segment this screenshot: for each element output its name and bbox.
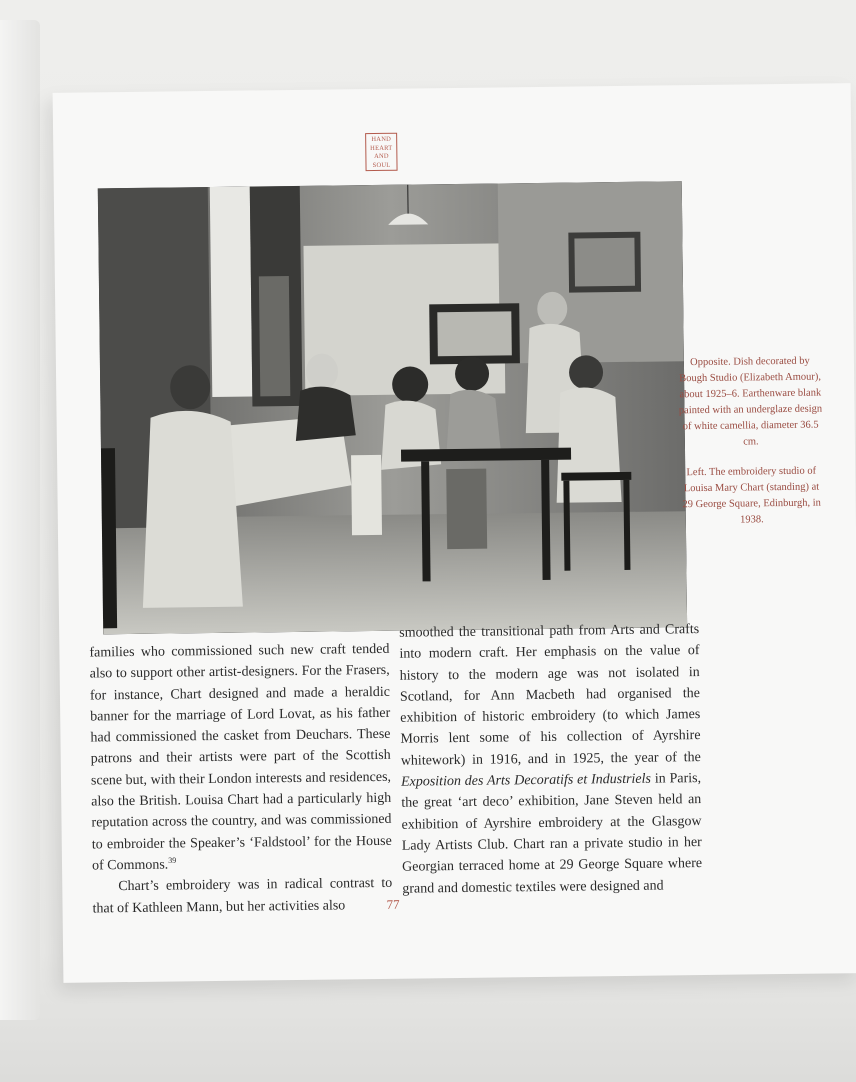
paragraph-text: smoothed the transitional path from Arts and Crafts into modern craft. Her emphasis on the value of history to the modern age was not isolated in Scotland, for Ann Macbeth had organised the exhibition of historic embroidery (to which James Morris lent some of his collection of Ayrshire whitework) in 1916, and in 1925, the year of the: [399, 622, 701, 769]
emblem-line: HEART: [370, 144, 393, 152]
text-column-right: [399, 619, 702, 900]
paragraph-text: in Paris, the great ‘art deco’ exhibition, Jane Steven held an exhibition of Ayrshire embroidery at the Glasgow Lady Artists Club. Chart ran a private studio in her Georgian terraced home at 29 George Square where grand and domestic textiles were designed and: [401, 771, 703, 897]
paragraph: [89, 639, 392, 877]
caption-left: Left. The embroidery studio of Louisa Mary Chart (standing) at 29 George Square, Edinburgh, in 1938.: [682, 465, 821, 526]
paragraph: [399, 619, 702, 900]
book-page: [53, 83, 856, 983]
paragraph-text: families who commissioned such new craft tended also to support other artist-designers. For the Frasers, for instance, Chart designed and made a heraldic banner for the marriage of Lord Lovat, as his father had commissioned the casket from Deuchars. These patrons and their artists were part of the Scottish scene but, with their London interests and residences, also the British. Louisa Chart had a particularly high reputation across the country, and was commissioned to embroider the Speaker’s ‘Faldstool’ for the House of Commons.: [89, 641, 392, 874]
emblem-line: SOUL: [372, 161, 391, 169]
paragraph: Chart’s embroidery was in radical contrast to that of Kathleen Mann, but her activities also: [92, 876, 393, 917]
emblem-logo: [365, 133, 397, 171]
photo-caption: [676, 354, 826, 544]
previous-page-edge: [0, 20, 40, 1020]
embroidery-studio-photo: [98, 181, 687, 634]
exhibition-title: Exposition des Arts Decoratifs et Industriels: [400, 771, 652, 790]
emblem-line: HAND: [371, 135, 392, 144]
page-number: 77: [386, 896, 400, 912]
emblem-line: AND: [374, 152, 389, 160]
caption-opposite: Opposite. Dish decorated by Bough Studio (Elizabeth Amour), about 1925–6. Earthenware blank painted with an underglaze design of white camellia, diameter 36.5 cm.: [678, 355, 823, 448]
text-column-left: [89, 639, 392, 920]
footnote-reference: 39: [168, 855, 177, 865]
